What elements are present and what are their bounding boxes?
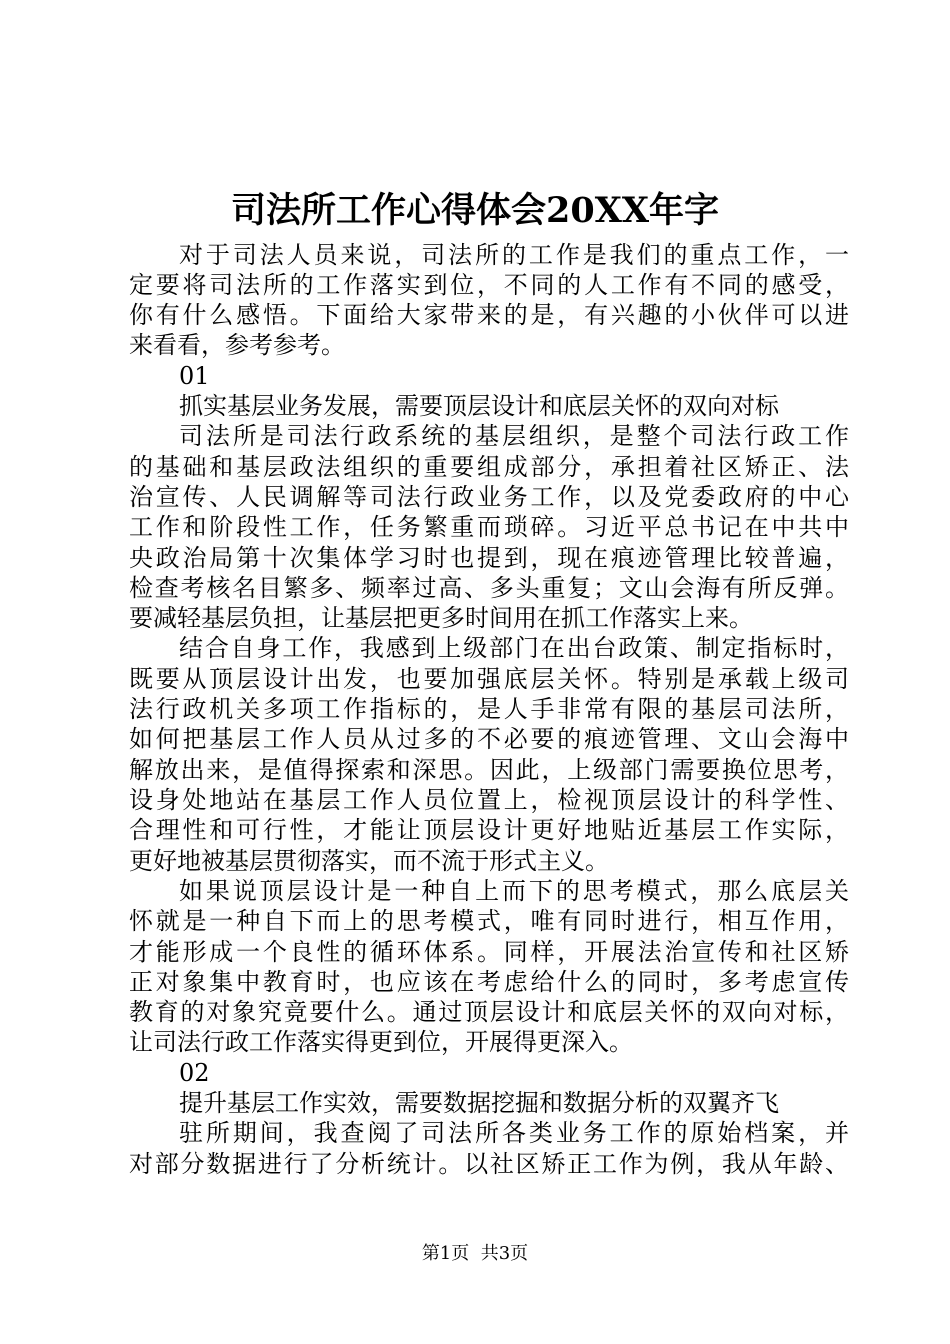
section-number: 01 <box>179 362 210 390</box>
section-number: 02 <box>179 1059 210 1087</box>
text-line: 你有什么感悟。下面给大家带来的是，有兴趣的小伙伴可以进 <box>129 301 849 329</box>
text-line: 教育的对象究竟要什么。通过顶层设计和底层关怀的双向对标， <box>129 998 849 1026</box>
text-line: 既要从顶层设计出发，也要加强底层关怀。特别是承载上级司 <box>129 665 849 693</box>
text-line: 治宣传、人民调解等司法行政业务工作，以及党委政府的中心 <box>129 483 849 511</box>
text-line: 的基础和基层政法组织的重要组成部分，承担着社区矫正、法 <box>129 453 849 481</box>
text-line: 正对象集中教育时，也应该在考虑给什么的同时，多考虑宣传 <box>129 968 849 996</box>
text-line: 合理性和可行性，才能让顶层设计更好地贴近基层工作实际， <box>129 816 849 844</box>
text-line: 更好地被基层贯彻落实，而不流于形式主义。 <box>129 847 609 875</box>
text-line: 如果说顶层设计是一种自上而下的思考模式，那么底层关 <box>179 877 849 905</box>
text-line: 对于司法人员来说，司法所的工作是我们的重点工作，一 <box>179 241 849 269</box>
text-line: 结合自身工作，我感到上级部门在出台政策、制定指标时， <box>179 634 849 662</box>
text-line: 央政治局第十次集体学习时也提到，现在痕迹管理比较普遍， <box>129 544 849 572</box>
text-line: 工作和阶段性工作，任务繁重而琐碎。习近平总书记在中共中 <box>129 513 849 541</box>
page-footer: 第1页 共3页 <box>421 1243 529 1264</box>
text-line: 解放出来，是值得探索和深思。因此，上级部门需要换位思考， <box>129 756 849 784</box>
text-line: 怀就是一种自下而上的思考模式，唯有同时进行，相互作用， <box>129 907 849 935</box>
text-line: 设身处地站在基层工作人员位置上，检视顶层设计的科学性、 <box>129 786 849 814</box>
section-heading: 抓实基层业务发展，需要顶层设计和底层关怀的双向对标 <box>179 392 779 420</box>
text-line: 如何把基层工作人员从过多的不必要的痕迹管理、文山会海中 <box>129 725 849 753</box>
text-line: 让司法行政工作落实得更到位，开展得更深入。 <box>129 1028 633 1056</box>
document-title: 司法所工作心得体会20XX年字 <box>230 190 720 231</box>
text-line: 对部分数据进行了分析统计。以社区矫正工作为例，我从年龄、 <box>129 1150 849 1178</box>
text-line: 驻所期间，我查阅了司法所各类业务工作的原始档案，并 <box>179 1119 849 1147</box>
section-heading: 提升基层工作实效，需要数据挖掘和数据分析的双翼齐飞 <box>179 1089 779 1117</box>
text-line: 要减轻基层负担，让基层把更多时间用在抓工作落实上来。 <box>129 604 753 632</box>
text-line: 法行政机关多项工作指标的，是人手非常有限的基层司法所， <box>129 695 849 723</box>
text-line: 才能形成一个良性的循环体系。同样，开展法治宣传和社区矫 <box>129 938 849 966</box>
text-line: 来看看，参考参考。 <box>129 331 345 359</box>
text-line: 司法所是司法行政系统的基层组织，是整个司法行政工作 <box>179 422 849 450</box>
text-line: 定要将司法所的工作落实到位，不同的人工作有不同的感受， <box>129 271 849 299</box>
text-line: 检查考核名目繁多、频率过高、多头重复；文山会海有所反弹。 <box>129 574 849 602</box>
